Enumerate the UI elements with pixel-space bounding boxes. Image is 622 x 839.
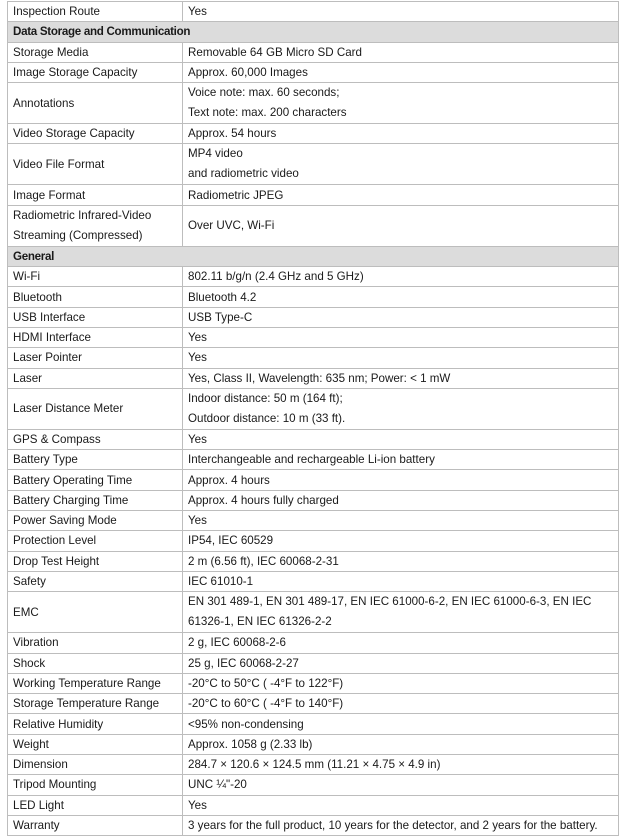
spec-row-battery-type <box>8 450 619 470</box>
spec-value: IP54, IEC 60529 <box>183 531 619 551</box>
spec-row-weight <box>8 734 619 754</box>
spec-label: Protection Level <box>8 531 183 551</box>
spec-label: Vibration <box>8 633 183 653</box>
spec-label: Working Temperature Range <box>8 673 183 693</box>
spec-label: USB Interface <box>8 307 183 327</box>
spec-row-drop-test-height <box>8 551 619 571</box>
spec-row-shock <box>8 653 619 673</box>
spec-value: 25 g, IEC 60068-2-27 <box>183 653 619 673</box>
spec-value-line: Indoor distance: 50 m (164 ft); <box>188 391 343 405</box>
spec-label: Battery Charging Time <box>8 490 183 510</box>
spec-label: Laser Pointer <box>8 348 183 368</box>
spec-value: Yes <box>183 327 619 347</box>
spec-row-storage-temperature-range <box>8 694 619 714</box>
spec-row-inspection-route <box>8 2 619 22</box>
spec-label: Wi-Fi <box>8 267 183 287</box>
spec-label-line: Radiometric Infrared-Video <box>13 208 152 222</box>
spec-label: Annotations <box>8 83 183 124</box>
spec-label: LED Light <box>8 795 183 815</box>
spec-label: EMC <box>8 592 183 633</box>
spec-label: Storage Media <box>8 42 183 62</box>
spec-row-battery-charging-time <box>8 490 619 510</box>
spec-value: Yes <box>183 795 619 815</box>
spec-label: Laser Distance Meter <box>8 388 183 429</box>
spec-row-image-format <box>8 185 619 205</box>
spec-row-tripod-mounting <box>8 775 619 795</box>
spec-row-usb-interface <box>8 307 619 327</box>
spec-value: Approx. 4 hours <box>183 470 619 490</box>
spec-label: Relative Humidity <box>8 714 183 734</box>
spec-row-emc <box>8 592 619 633</box>
spec-row-vibration <box>8 633 619 653</box>
spec-label <box>8 205 183 246</box>
spec-value: Approx. 1058 g (2.33 lb) <box>183 734 619 754</box>
spec-row-annotations <box>8 83 619 124</box>
spec-label: Image Storage Capacity <box>8 62 183 82</box>
spec-label: Battery Operating Time <box>8 470 183 490</box>
spec-value-line: MP4 video <box>188 147 243 161</box>
spec-value-line: EN 301 489-1, EN 301 489-17, EN IEC 61000-6-2, EN IEC 61000-6-3, EN IEC <box>188 595 592 609</box>
spec-row-radiometric-infrared-video-streaming-compressed <box>8 205 619 246</box>
spec-row-hdmi-interface <box>8 327 619 347</box>
spec-value: Yes, Class II, Wavelength: 635 nm; Power: < 1 mW <box>183 368 619 388</box>
spec-label: Video File Format <box>8 144 183 185</box>
spec-value: 3 years for the full product, 10 years for the detector, and 2 years for the battery. <box>183 815 619 835</box>
spec-label: Inspection Route <box>8 2 183 22</box>
spec-row-warranty <box>8 815 619 835</box>
spec-value: Bluetooth 4.2 <box>183 287 619 307</box>
spec-label: Video Storage Capacity <box>8 124 183 144</box>
spec-value-line: Text note: max. 200 characters <box>188 106 347 120</box>
spec-value: USB Type-C <box>183 307 619 327</box>
spec-value <box>183 388 619 429</box>
spec-row-power-saving-mode <box>8 511 619 531</box>
spec-label: Drop Test Height <box>8 551 183 571</box>
spec-row-gps-compass <box>8 429 619 449</box>
spec-row-video-file-format <box>8 144 619 185</box>
spec-value: Over UVC, Wi-Fi <box>183 205 619 246</box>
spec-row-battery-operating-time <box>8 470 619 490</box>
spec-label-line: Streaming (Compressed) <box>13 228 143 242</box>
spec-value: IEC 61010-1 <box>183 571 619 591</box>
spec-value-line: and radiometric video <box>188 167 299 181</box>
spec-row-safety <box>8 571 619 591</box>
spec-row-protection-level <box>8 531 619 551</box>
spec-label: Bluetooth <box>8 287 183 307</box>
spec-label: Dimension <box>8 755 183 775</box>
spec-label: Power Saving Mode <box>8 511 183 531</box>
spec-label: Safety <box>8 571 183 591</box>
spec-row-relative-humidity <box>8 714 619 734</box>
spec-value: UNC ¼"-20 <box>183 775 619 795</box>
spec-value: -20°C to 50°C ( -4°F to 122°F) <box>183 673 619 693</box>
spec-value: Approx. 54 hours <box>183 124 619 144</box>
spec-row-led-light <box>8 795 619 815</box>
spec-label: Battery Type <box>8 450 183 470</box>
spec-label: GPS & Compass <box>8 429 183 449</box>
spec-row-storage-media <box>8 42 619 62</box>
section-header-data-storage-and-communication <box>8 22 619 42</box>
spec-row-video-storage-capacity <box>8 124 619 144</box>
spec-value: -20°C to 60°C ( -4°F to 140°F) <box>183 694 619 714</box>
spec-row-working-temperature-range <box>8 673 619 693</box>
spec-value: 284.7 × 120.6 × 124.5 mm (11.21 × 4.75 × 4.9 in) <box>183 755 619 775</box>
spec-value <box>183 83 619 124</box>
spec-row-dimension <box>8 755 619 775</box>
spec-row-wi-fi <box>8 267 619 287</box>
spec-table <box>7 1 619 836</box>
spec-value <box>183 144 619 185</box>
spec-value: Approx. 60,000 Images <box>183 62 619 82</box>
spec-value: Removable 64 GB Micro SD Card <box>183 42 619 62</box>
spec-label: Tripod Mounting <box>8 775 183 795</box>
spec-row-laser-pointer <box>8 348 619 368</box>
spec-row-bluetooth <box>8 287 619 307</box>
spec-value-line: Voice note: max. 60 seconds; <box>188 86 340 100</box>
spec-value: 2 g, IEC 60068-2-6 <box>183 633 619 653</box>
spec-value: Approx. 4 hours fully charged <box>183 490 619 510</box>
spec-label: Storage Temperature Range <box>8 694 183 714</box>
spec-row-laser <box>8 368 619 388</box>
section-title: Data Storage and Communication <box>8 22 619 42</box>
spec-value: 802.11 b/g/n (2.4 GHz and 5 GHz) <box>183 267 619 287</box>
spec-value: Yes <box>183 348 619 368</box>
spec-value: Yes <box>183 511 619 531</box>
spec-label: HDMI Interface <box>8 327 183 347</box>
spec-value: Interchangeable and rechargeable Li-ion battery <box>183 450 619 470</box>
spec-value <box>183 592 619 633</box>
spec-table-body <box>8 2 619 836</box>
section-header-general <box>8 246 619 266</box>
spec-label: Shock <box>8 653 183 673</box>
spec-value: Radiometric JPEG <box>183 185 619 205</box>
spec-value-line: 61326-1, EN IEC 61326-2-2 <box>188 615 332 629</box>
spec-value: 2 m (6.56 ft), IEC 60068-2-31 <box>183 551 619 571</box>
spec-label: Image Format <box>8 185 183 205</box>
spec-row-laser-distance-meter <box>8 388 619 429</box>
spec-label: Laser <box>8 368 183 388</box>
spec-label: Warranty <box>8 815 183 835</box>
spec-value: <95% non-condensing <box>183 714 619 734</box>
spec-label: Weight <box>8 734 183 754</box>
spec-value: Yes <box>183 429 619 449</box>
spec-row-image-storage-capacity <box>8 62 619 82</box>
spec-value-line: Outdoor distance: 10 m (33 ft). <box>188 411 346 425</box>
spec-value: Yes <box>183 2 619 22</box>
section-title: General <box>8 246 619 266</box>
